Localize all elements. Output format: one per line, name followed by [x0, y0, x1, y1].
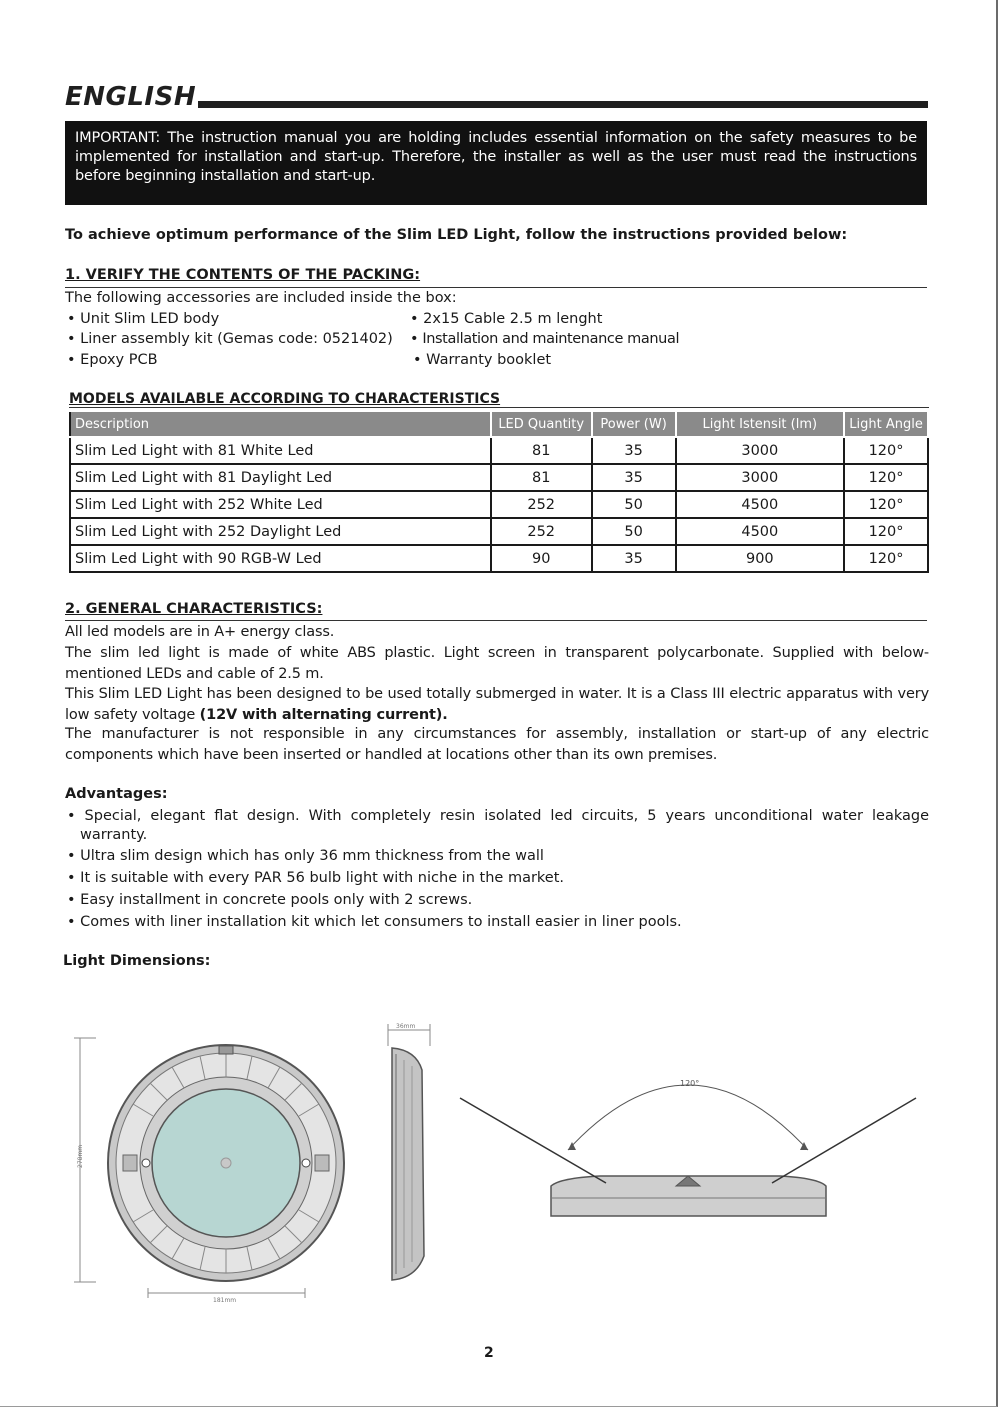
cell-led-quantity: 252	[491, 491, 592, 518]
column-header-power: Power (W)	[592, 411, 676, 437]
cell-light-intensity: 3000	[676, 437, 845, 464]
column-header-light-intensity: Light Istensit (lm)	[676, 411, 845, 437]
language-heading: ENGLISH	[65, 82, 197, 112]
cell-description: Slim Led Light with 90 RGB-W Led	[70, 545, 491, 572]
advantage-item: • Ultra slim design which has only 36 mm thickness from the wall	[67, 848, 544, 864]
voltage-bold-text: (12V with alternating current).	[199, 706, 448, 723]
cell-description: Slim Led Light with 252 Daylight Led	[70, 518, 491, 545]
cell-led-quantity: 81	[491, 437, 592, 464]
cell-power: 35	[592, 545, 676, 572]
column-header-led-quantity: LED Quantity	[491, 411, 592, 437]
section2-title: 2. GENERAL CHARACTERISTICS:	[65, 601, 323, 617]
section1-title: 1. VERIFY THE CONTENTS OF THE PACKING:	[65, 267, 421, 283]
advantage-item: • Easy installment in concrete pools only with 2 screws.	[67, 892, 473, 908]
advantage-item: warranty.	[80, 827, 148, 843]
cell-description: Slim Led Light with 81 Daylight Led	[70, 464, 491, 491]
packing-item: • Warranty booklet	[413, 352, 552, 368]
front-view-drawing	[74, 1038, 344, 1298]
side-view-drawing	[388, 1024, 430, 1280]
packing-item: • Liner assembly kit (Gemas code: 0521402)	[67, 331, 393, 347]
cell-light-intensity: 3000	[676, 464, 845, 491]
general-paragraph-energy: All led models are in A+ energy class.	[65, 624, 335, 640]
beam-angle-drawing	[460, 1085, 916, 1216]
cell-light-angle: 120°	[844, 437, 928, 464]
side-depth-label: 36mm	[396, 1023, 416, 1030]
cell-light-intensity: 4500	[676, 518, 845, 545]
models-title: MODELS AVAILABLE ACCORDING TO CHARACTERISTICS	[69, 391, 501, 407]
page-number: 2	[484, 1345, 494, 1361]
general-paragraph-material: The slim led light is made of white ABS plastic. Light screen in transparent polycarbonate. Supplied with below-mentioned LEDs and cable of 2.5 m.	[65, 645, 929, 682]
advantage-item: • Special, elegant flat design. With completely resin isolated led circuits, 5 years unconditional water leakage	[67, 808, 929, 824]
cell-light-angle: 120°	[844, 464, 928, 491]
important-notice: IMPORTANT: The instruction manual you are holding includes essential information on the safety measures to be implemented for installation and start-up. Therefore, the installer as well as the user must read the instructions before beginning installation and start-up.	[65, 121, 927, 205]
cell-led-quantity: 252	[491, 518, 592, 545]
column-header-description: Description	[70, 411, 491, 437]
packing-item: • 2x15 Cable 2.5 m lenght	[410, 311, 603, 327]
height-dimension-label: 278mm	[77, 1144, 84, 1168]
cell-light-angle: 120°	[844, 545, 928, 572]
cell-light-angle: 120°	[844, 518, 928, 545]
advantage-item: • It is suitable with every PAR 56 bulb light with niche in the market.	[67, 870, 565, 886]
cell-led-quantity: 81	[491, 464, 592, 491]
width-dimension-label: 181mm	[213, 1297, 237, 1304]
packing-item: • Installation and maintenance manual	[410, 331, 680, 347]
cell-power: 50	[592, 491, 676, 518]
cell-light-intensity: 4500	[676, 491, 845, 518]
packing-item: • Epoxy PCB	[67, 352, 158, 368]
light-dimensions-title: Light Dimensions:	[63, 953, 211, 969]
cell-power: 35	[592, 437, 676, 464]
intro-text: To achieve optimum performance of the Slim LED Light, follow the instructions provided below:	[65, 227, 848, 243]
cell-description: Slim Led Light with 81 White Led	[70, 437, 491, 464]
general-paragraph-liability: The manufacturer is not responsible in any circumstances for assembly, installation or start-up of any electric components which have been inserted or handled at locations other than its own premises.	[65, 726, 929, 763]
cell-light-intensity: 900	[676, 545, 845, 572]
cell-description: Slim Led Light with 252 White Led	[70, 491, 491, 518]
section1-lead: The following accessories are included inside the box:	[65, 290, 457, 306]
beam-angle-label: 120°	[680, 1079, 700, 1088]
voltage-text: This Slim LED Light has been designed to be used totally submerged in water. It is a Class III electric apparatus with very low safety voltage	[65, 686, 929, 723]
advantages-title: Advantages:	[65, 786, 168, 802]
cell-led-quantity: 90	[491, 545, 592, 572]
packing-item: • Unit Slim LED body	[67, 311, 220, 327]
cell-power: 50	[592, 518, 676, 545]
cell-light-angle: 120°	[844, 491, 928, 518]
cell-power: 35	[592, 464, 676, 491]
advantage-item: • Comes with liner installation kit which let consumers to install easier in liner pools.	[67, 914, 682, 930]
column-header-light-angle: Light Angle	[844, 411, 928, 437]
